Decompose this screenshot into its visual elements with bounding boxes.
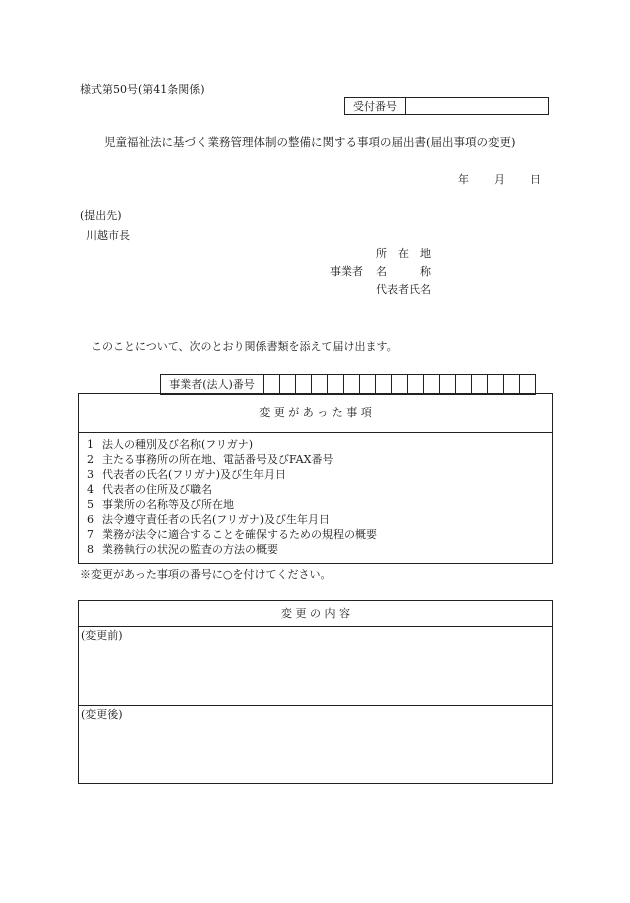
instruction-note: ※変更があった事項の番号に○を付けてください。: [80, 568, 332, 581]
business-number-digit[interactable]: [360, 375, 376, 395]
business-number-digit[interactable]: [488, 375, 504, 395]
item-text: 業務が法令に適合することを確保するための規程の概要: [102, 528, 377, 541]
business-number-digit[interactable]: [520, 375, 536, 395]
receipt-number-label: 受付番号: [345, 98, 406, 115]
business-number-digit[interactable]: [344, 375, 360, 395]
list-item[interactable]: [87, 454, 333, 465]
item-text: 代表者の氏名(フリガナ)及び生年月日: [102, 468, 287, 481]
date-month-label: 月: [494, 173, 505, 186]
list-item[interactable]: [87, 484, 212, 495]
business-number-digit[interactable]: [296, 375, 312, 395]
business-number-digit[interactable]: [456, 375, 472, 395]
item-number: 1: [87, 438, 94, 451]
business-number-digit[interactable]: [472, 375, 488, 395]
item-number: 4: [87, 483, 94, 496]
business-label: 事業者: [330, 265, 363, 278]
item-number: 2: [87, 453, 94, 466]
item-number: 6: [87, 513, 94, 526]
item-text: 法令遵守責任者の氏名(フリガナ)及び生年月日: [102, 513, 331, 526]
business-number-digit[interactable]: [424, 375, 440, 395]
item-text: 事業所の名称等及び所在地: [102, 498, 234, 511]
business-number-label: 事業者(法人)番号: [161, 375, 264, 395]
after-change-field[interactable]: [78, 705, 553, 784]
change-content-header: 変 更 の 内 容: [281, 607, 350, 620]
item-text: 代表者の住所及び職名: [102, 483, 212, 496]
item-number: 7: [87, 528, 94, 541]
date-day-label: 日: [530, 173, 541, 186]
receipt-number-field[interactable]: [406, 98, 549, 115]
before-change-field[interactable]: [78, 626, 553, 706]
after-change-label: (変更後): [81, 708, 123, 721]
business-number-digit[interactable]: [280, 375, 296, 395]
business-number-digit[interactable]: [392, 375, 408, 395]
receipt-number-box: [344, 97, 549, 115]
item-number: 3: [87, 468, 94, 481]
item-number: 8: [87, 543, 94, 556]
list-item[interactable]: [87, 439, 253, 450]
business-number-digit[interactable]: [312, 375, 328, 395]
list-item[interactable]: [87, 544, 278, 555]
business-number-digit[interactable]: [440, 375, 456, 395]
before-change-label: (変更前): [81, 629, 123, 642]
date-year-label: 年: [458, 173, 469, 186]
business-name-label: 名 称: [376, 265, 431, 278]
item-text: 主たる事務所の所在地、電話番号及びFAX番号: [102, 453, 334, 466]
business-number-digit[interactable]: [408, 375, 424, 395]
business-number-digit[interactable]: [376, 375, 392, 395]
business-address-label: 所 在 地: [376, 247, 431, 260]
document-title: 児童福祉法に基づく業務管理体制の整備に関する事項の届出書(届出事項の変更): [104, 135, 516, 149]
business-number-digit[interactable]: [504, 375, 520, 395]
business-number-digit[interactable]: [264, 375, 280, 395]
list-item[interactable]: [87, 514, 330, 525]
item-number: 5: [87, 498, 94, 511]
changed-items-header: 変 更 が あ っ た 事 項: [259, 406, 372, 419]
statement-text: このことについて、次のとおり関係書類を添えて届け出ます。: [91, 340, 398, 353]
form-number: 様式第50号(第41条関係): [80, 83, 205, 96]
list-item[interactable]: [87, 499, 234, 510]
representative-label: 代表者氏名: [376, 283, 431, 296]
item-text: 業務執行の状況の監査の方法の概要: [102, 543, 278, 556]
submit-to-label: (提出先): [80, 209, 122, 222]
business-number-digit[interactable]: [328, 375, 344, 395]
item-text: 法人の種別及び名称(フリガナ): [102, 438, 254, 451]
submit-to-name: 川越市長: [86, 229, 130, 242]
list-item[interactable]: [87, 529, 377, 540]
business-number-table: [160, 374, 536, 395]
list-item[interactable]: [87, 469, 286, 480]
